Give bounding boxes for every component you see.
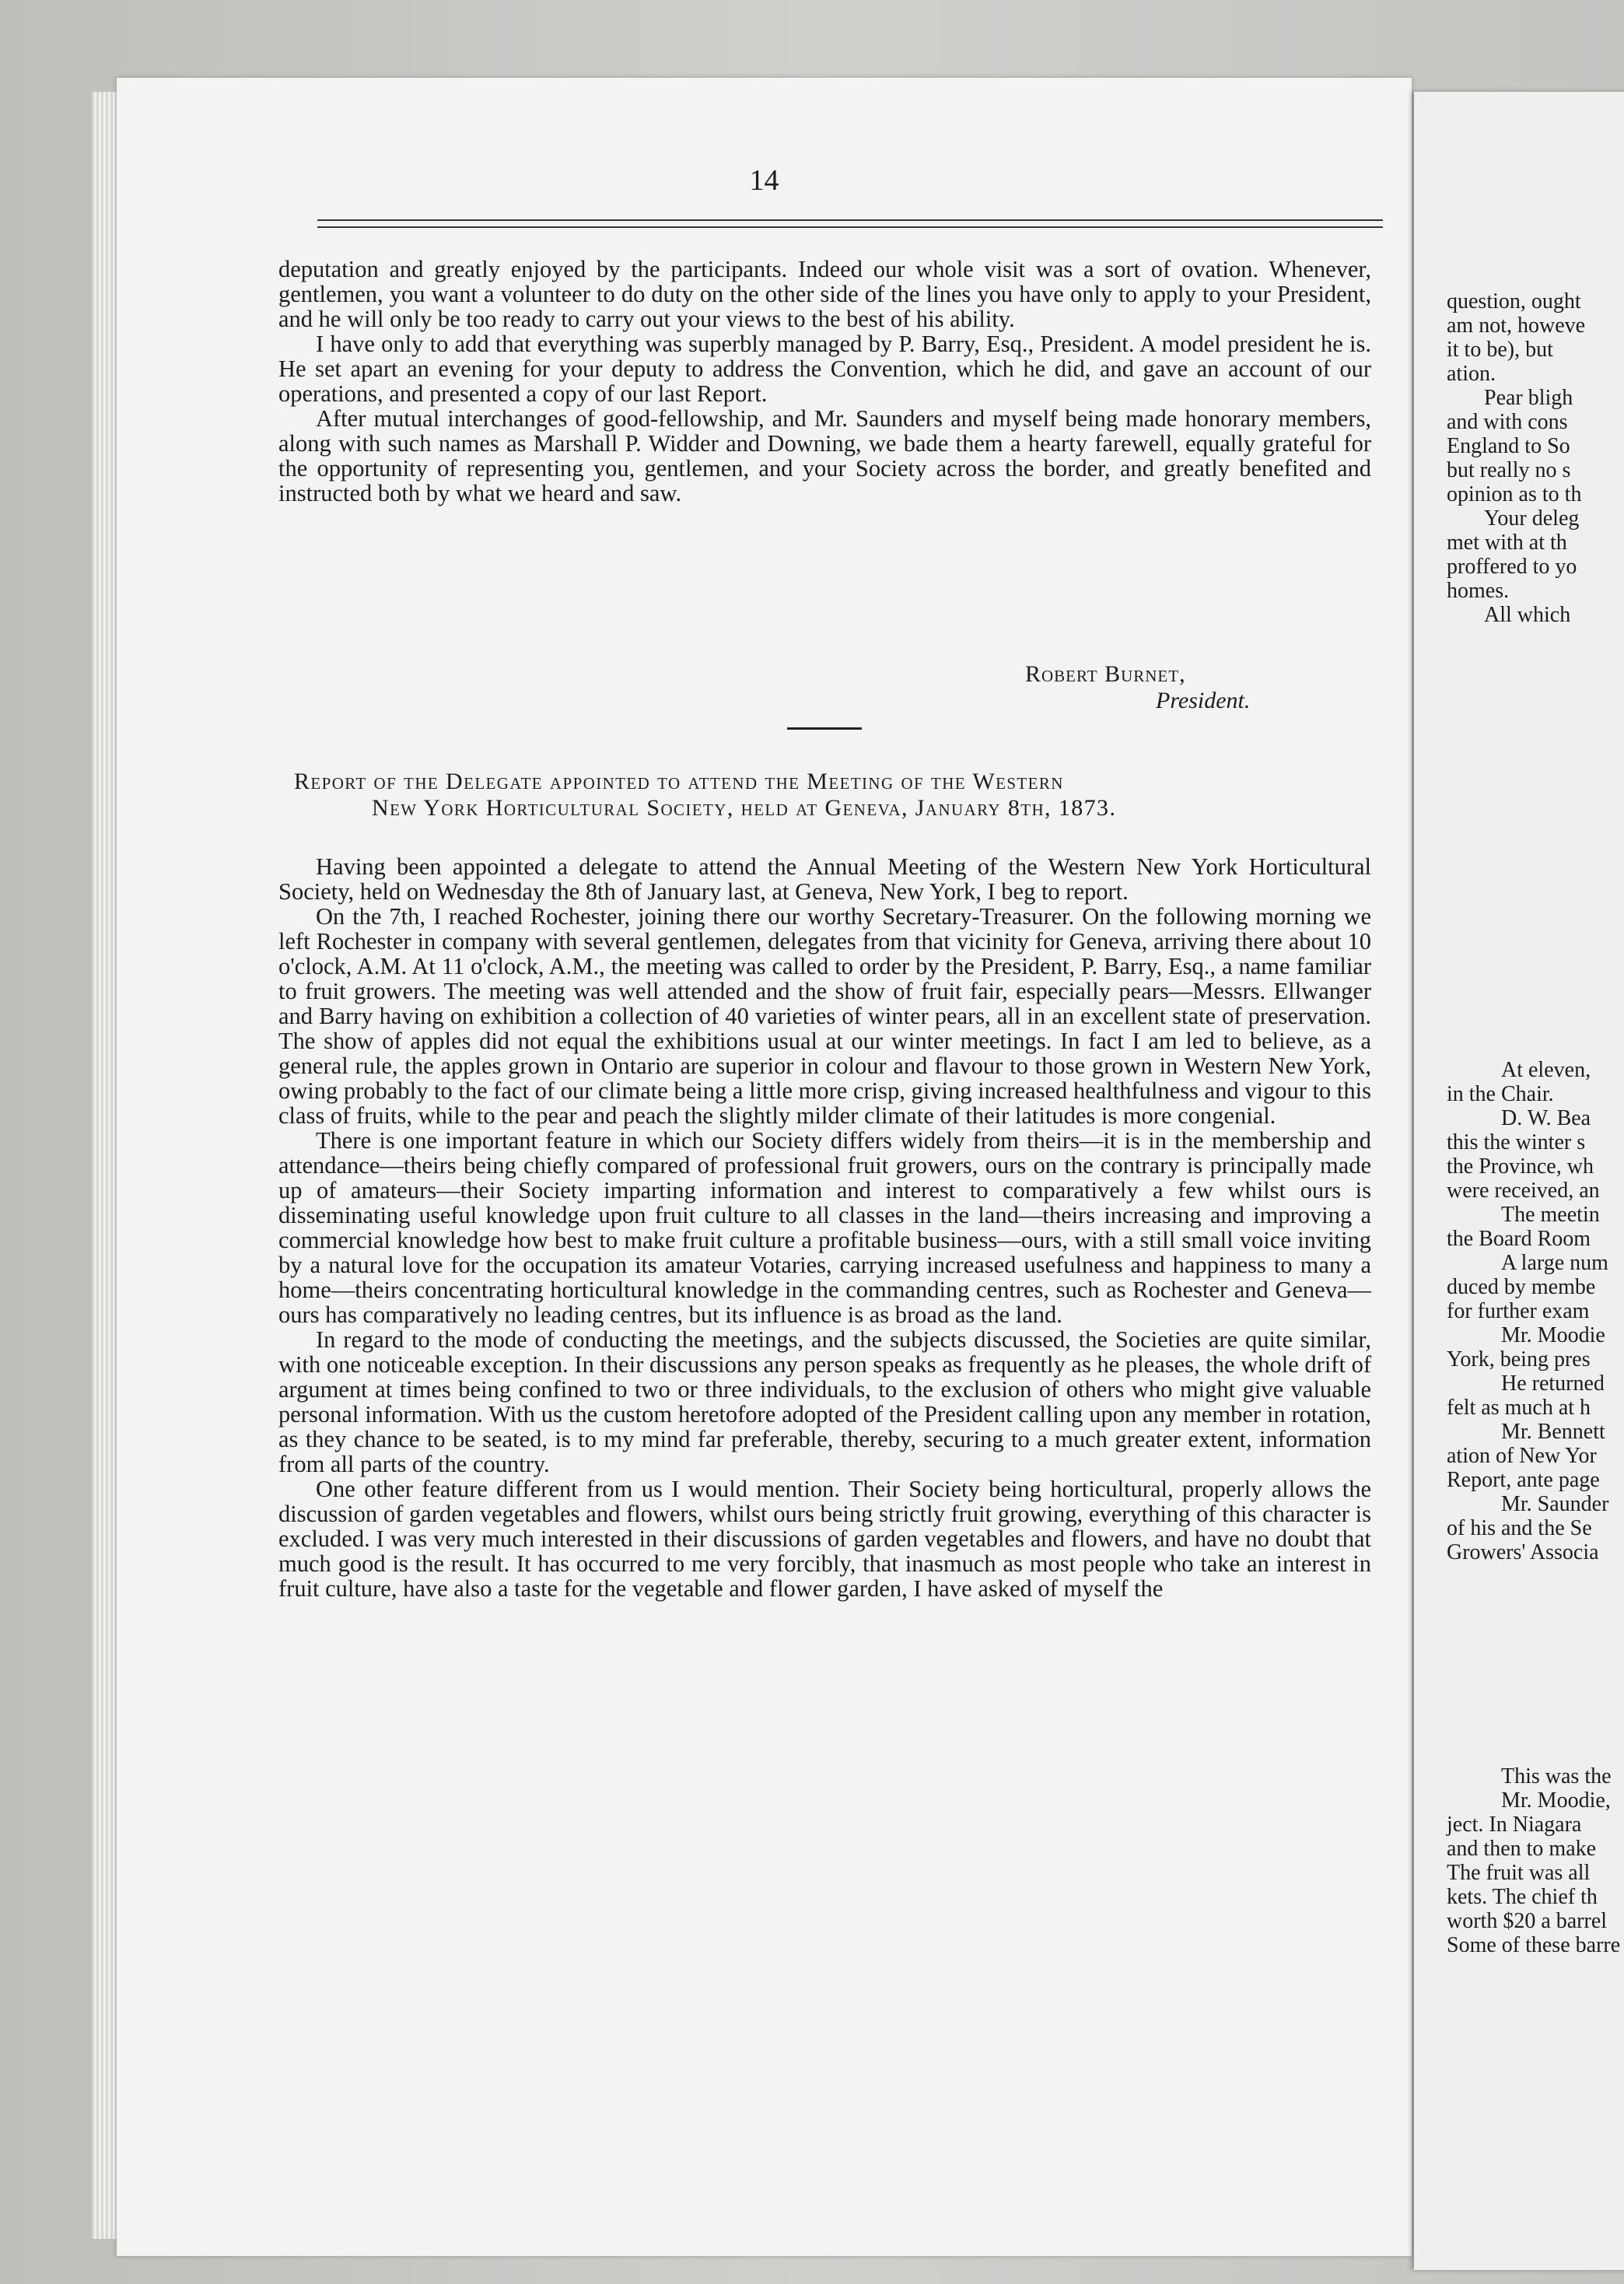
signature-name: Robert Burnet, [1025,661,1186,687]
report-paragraph-4: In regard to the mode of conducting the meetings, and the subjects discussed, the Societies are quite similar, with one noticeable exception. In their discussions any person speaks as frequently as he pleases, the whole drift of argument at times being confined to two or three individuals, to the exclusion of others who might give valuable personal information. With us the custom heretofore adopted of the President calling upon any member in rotation, as they chance to be seated, is to my mind far preferable, thereby, securing to a much greater extent, information from all parts of the country. [278,1326,1371,1477]
facing-line: ject. In Niagara [1447,1813,1582,1837]
facing-line: Report, ante page [1447,1468,1600,1492]
report-heading [294,769,1367,821]
facing-line: Growers' Associa [1447,1540,1599,1564]
facing-line: it to be), but [1447,338,1553,362]
facing-line: question, ought [1447,289,1581,314]
facing-line: worth $20 a barrel [1447,1909,1608,1933]
facing-line: All which [1484,603,1571,627]
facing-line: Mr. Saunder [1501,1492,1609,1516]
facing-line: proffered to yo [1447,555,1577,579]
facing-line: am not, howeve [1447,314,1586,338]
facing-line: the Province, wh [1447,1154,1594,1179]
facing-line: the Board Room [1447,1227,1591,1251]
facing-line: D. W. Bea [1501,1106,1591,1130]
facing-page-block-3 [1447,1764,1620,1957]
report-text [278,854,1371,1601]
facing-line: The fruit was all [1447,1861,1591,1885]
intro-paragraph-1: deputation and greatly enjoyed by the participants. Indeed our whole visit was a sort of ovation. Whenever, gentlemen, you want a volunteer to do duty on the other side of the lines you have only to apply to your President, and he will only be too ready to carry out your views to the best of his ability. [278,256,1371,332]
facing-line: This was the [1501,1764,1612,1788]
header-rule [317,219,1383,228]
facing-line: He returned [1501,1371,1605,1396]
facing-line: ation of New Yor [1447,1444,1597,1468]
facing-line: this the winter s [1447,1130,1586,1154]
page-number: 14 [749,164,779,197]
facing-line: Mr. Moodie [1501,1323,1605,1347]
facing-page-block-2 [1447,1058,1608,1564]
report-paragraph-5: One other feature different from us I would mention. Their Society being horticultural, properly allows the discussion of garden vegetables and flowers, whilst ours being strictly fruit growing, everything of this character is excluded. I was very much interested in their discussions of garden vegetables and flowers, and have no doubt that much good is the result. It has occurred to me very forcibly, that inasmuch as most people who take an interest in fruit culture, have also a taste for the vegetable and flower garden, I have asked of myself the [278,1476,1371,1602]
report-paragraph-2: On the 7th, I reached Rochester, joining there our worthy Secretary-Treasurer. On the following morning we left Rochester in company with several gentlemen, delegates from that vicinity for Geneva, arriving there about 10 o'clock, A.M. At 11 o'clock, A.M., the meeting was called to order by the President, P. Barry, Esq., a name familiar to fruit growers. The meeting was well attended and the show of fruit fair, especially pears—Messrs. Ellwanger and Barry having on exhibition a collection of 40 varieties of winter pears, all in an excellent state of preservation. The show of apples did not equal the exhibitions usual at our winter meetings. In fact I am led to believe, as a general rule, the apples grown in Ontario are superior in colour and flavour to those grown in Western New York, owing probably to the fact of our climate being a little more crisp, giving increased healthfulness and vigour to this class of fruits, while to the pear and peach the slightly milder climate of their latitudes is more congenial. [278,903,1371,1129]
report-heading-line-1: Report of the Delegate appointed to attend the Meeting of the Western [294,769,1064,794]
facing-line: England to So [1447,434,1570,458]
facing-line: Mr. Moodie, [1501,1788,1611,1813]
facing-line: kets. The chief th [1447,1885,1598,1909]
facing-line: York, being pres [1447,1347,1591,1371]
section-separator [787,727,862,730]
facing-line: homes. [1447,579,1510,603]
intro-text [278,257,1371,506]
facing-line: felt as much at h [1447,1396,1591,1420]
facing-line: The meetin [1501,1203,1600,1227]
facing-line: Mr. Bennett [1501,1420,1605,1444]
facing-line: A large num [1501,1251,1608,1275]
report-heading-line-2: New York Horticultural Society, held at Geneva, January 8th, 1873. [372,795,1117,821]
facing-line: Some of these barre [1447,1933,1621,1957]
facing-line: for further exam [1447,1299,1590,1323]
signature-title: President. [1156,688,1251,713]
facing-line: were received, an [1447,1179,1600,1203]
facing-line: and then to make [1447,1837,1597,1861]
intro-paragraph-2: I have only to add that everything was superbly managed by P. Barry, Esq., President. A model president he is. He set apart an evening for your deputy to address the Convention, which he did, and gave an account of our operations, and presented a copy of our last Report. [278,331,1371,407]
facing-line: ation. [1447,362,1496,386]
intro-paragraph-3: After mutual interchanges of good-fellowship, and Mr. Saunders and myself being made honorary members, along with such names as Marshall P. Widder and Downing, we bade them a hearty farewell, equally grateful for the opportunity of representing you, gentlemen, and your Society across the border, and greatly benefited and instructed both by what we heard and saw. [278,405,1371,506]
facing-line: met with at th [1447,531,1567,555]
report-paragraph-1: Having been appointed a delegate to attend the Annual Meeting of the Western New York Horticultural Society, held on Wednesday the 8th of January last, at Geneva, New York, I beg to report. [278,853,1371,905]
report-paragraph-3: There is one important feature in which our Society differs widely from theirs—it is in the membership and attendance—theirs being chiefly compared of professional fruit growers, ours on the contrary is principally made up of amateurs—their Society imparting information and interest to comparatively a few whilst ours is disseminating useful knowledge upon fruit culture to all classes in the land—theirs increasing and improving a commercial knowledge how best to make fruit culture a profitable business—ours, with a still small voice inviting by a natural love for the occupation its amateur Votaries, carrying increased usefulness and happiness to many a home—theirs concentrating horticultural knowledge in the commanding centres, such as Rochester and Geneva—ours has comparatively no leading centres, but its influence is as broad as the land. [278,1127,1371,1328]
facing-line: Pear bligh [1484,386,1573,410]
facing-line: and with cons [1447,410,1568,434]
facing-page-block-1 [1447,289,1585,627]
facing-line: of his and the Se [1447,1516,1592,1540]
facing-line: duced by membe [1447,1275,1596,1299]
facing-line: in the Chair. [1447,1082,1554,1106]
facing-line: At eleven, [1501,1058,1591,1082]
facing-line: Your deleg [1484,506,1580,531]
facing-line: opinion as to th [1447,482,1582,506]
facing-line: but really no s [1447,458,1571,482]
